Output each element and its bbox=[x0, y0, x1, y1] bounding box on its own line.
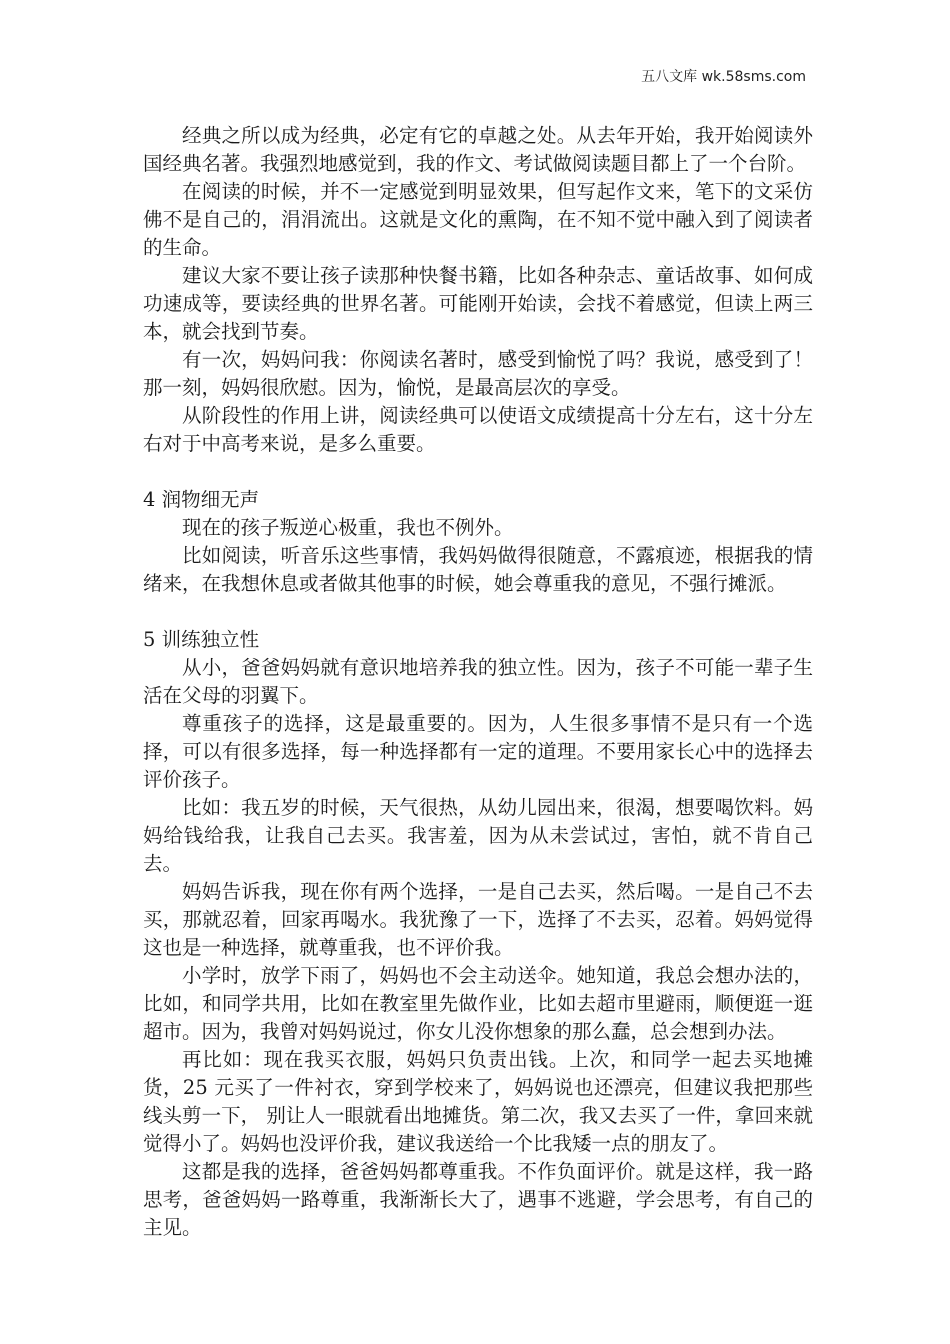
section-heading: 4 润物细无声 bbox=[143, 488, 260, 511]
paragraph: 在阅读的时候，并不一定感觉到明显效果，但写起作文来，笔下的文采仿佛不是自己的，涓涓流出。这就是文化的熏陶，在不知不觉中融入到了阅读者的生命。 bbox=[143, 180, 813, 259]
paragraph: 现在的孩子叛逆心极重，我也不例外。 bbox=[182, 516, 514, 539]
paragraph: 经典之所以成为经典，必定有它的卓越之处。从去年开始，我开始阅读外国经典名著。我强烈地感觉到，我的作文、考试做阅读题目都上了一个台阶。 bbox=[143, 124, 813, 175]
paragraph: 尊重孩子的选择，这是最重要的。因为，人生很多事情不是只有一个选择，可以有很多选择，每一种选择都有一定的道理。不要用家长心中的选择去评价孩子。 bbox=[143, 712, 813, 791]
paragraph: 建议大家不要让孩子读那种快餐书籍，比如各种杂志、童话故事、如何成功速成等，要读经典的世界名著。可能刚开始读，会找不着感觉，但读上两三本，就会找到节奏。 bbox=[143, 264, 813, 343]
paragraph: 小学时，放学下雨了，妈妈也不会主动送伞。她知道，我总会想办法的，比如，和同学共用，比如在教室里先做作业，比如去超市里避雨，顺便逛一逛超市。因为，我曾对妈妈说过，你女儿没你想象的那么蠢，总会想到办法。 bbox=[143, 964, 813, 1043]
paragraph: 这都是我的选择，爸爸妈妈都尊重我。不作负面评价。就是这样，我一路思考，爸爸妈妈一路尊重，我渐渐长大了，遇事不逃避，学会思考，有自己的主见。 bbox=[143, 1160, 813, 1239]
paragraph: 再比如：现在我买衣服，妈妈只负责出钱。上次，和同学一起去买地摊货，25 元买了一件衬衣，穿到学校来了，妈妈说也还漂亮，但建议我把那些线头剪一下， 别让人一眼就看出地摊货。第二次，我又去买了一件，拿回来就觉得小了。妈妈也没评价我，建议我送给一个比我矮一点的朋友了。 bbox=[143, 1048, 813, 1155]
paragraph: 妈妈告诉我，现在你有两个选择，一是自己去买，然后喝。一是自己不去买，那就忍着，回家再喝水。我犹豫了一下，选择了不去买，忍着。妈妈觉得这也是一种选择，就尊重我，也不评价我。 bbox=[143, 880, 813, 959]
document-body bbox=[143, 122, 813, 1242]
paragraph: 比如：我五岁的时候，天气很热，从幼儿园出来，很渴，想要喝饮料。妈妈给钱给我，让我自己去买。我害羞，因为从未尝试过，害怕，就不肯自己去。 bbox=[143, 796, 813, 875]
paragraph: 比如阅读，听音乐这些事情，我妈妈做得很随意，不露痕迹，根据我的情绪来，在我想休息或者做其他事的时候，她会尊重我的意见，不强行摊派。 bbox=[143, 544, 813, 595]
paragraph: 有一次，妈妈问我：你阅读名著时，感受到愉悦了吗？我说，感受到了！那一刻，妈妈很欣慰。因为，愉悦，是最高层次的享受。 bbox=[143, 348, 813, 399]
section-heading: 5 训练独立性 bbox=[143, 628, 260, 651]
paragraph: 从小，爸爸妈妈就有意识地培养我的独立性。因为，孩子不可能一辈子生活在父母的羽翼下。 bbox=[143, 656, 813, 707]
paragraph: 从阶段性的作用上讲，阅读经典可以使语文成绩提高十分左右，这十分左右对于中高考来说，是多么重要。 bbox=[143, 404, 813, 455]
site-header: 五八文库 wk.58sms.com bbox=[641, 69, 806, 85]
